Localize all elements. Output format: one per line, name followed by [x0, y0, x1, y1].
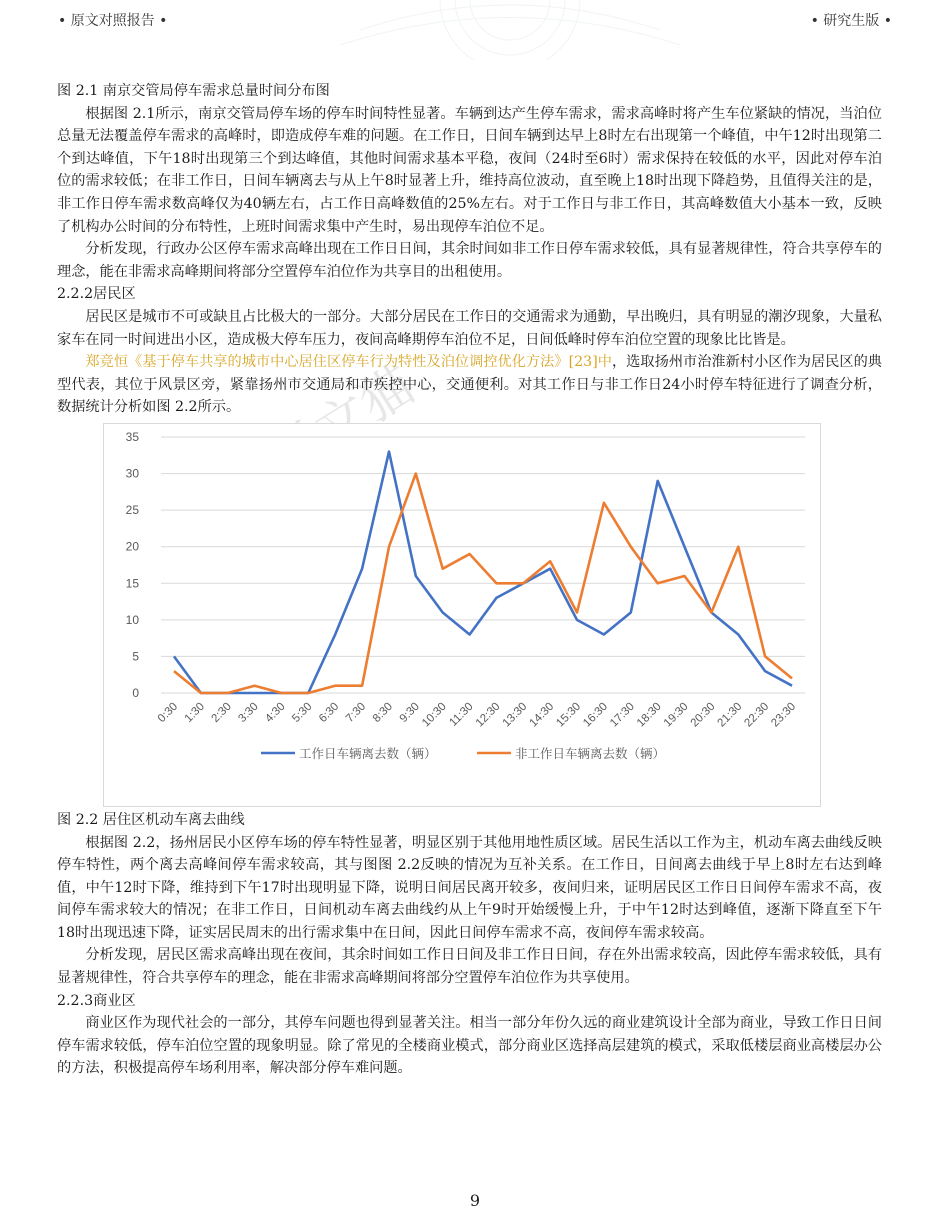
y-tick-label: 20 [125, 539, 139, 554]
document-body [57, 80, 882, 1080]
y-tick-label: 5 [132, 649, 139, 664]
x-tick-label: 10:30 [419, 700, 449, 730]
x-tick-label: 3:30 [236, 700, 261, 725]
x-tick-label: 5:30 [290, 700, 315, 725]
paragraph-text: ，选取扬州市治淮新村小区作为居民区的典型代表，其位于风景区旁，紧靠扬州市交通局和市疾控中心，交通便利。对其工作日与非工作日24小时停车特征进行了调查分析，数据统计分析如图 2.2所示。 [57, 354, 882, 416]
paragraph-citation [57, 351, 882, 419]
x-tick-label: 0:30 [155, 700, 181, 725]
paragraph: 居民区是城市不可或缺且占比极大的一部分。大部分居民在工作日的交通需求为通勤，早出晚归，具有明显的潮汐现象，大量私家车在同一时间进出小区，造成极大停车压力，夜间高峰期停车泊位不足，日间低峰时停车泊位空置的现象比比皆是。 [57, 308, 882, 348]
section-heading-2-2-2: 2.2.2居民区 [57, 286, 136, 303]
legend-label: 非工作日车辆离去数（辆） [515, 745, 666, 761]
x-tick-label: 12:30 [473, 700, 503, 730]
paragraph: 根据图 2.1所示，南京交管局停车场的停车时间特性显著。车辆到达产生停车需求，需求高峰时将产生车位紧缺的情况，当泊位总量无法覆盖停车需求的高峰时，即造成停车难的问题。在工作日，日间车辆到达早上8时左右出现第一个峰值，中午12时出现第二个到达峰值，下午18时出现第三个到达峰值，其他时间需求基本平稳，夜间（24时至6时）需求保持在较低的水平，因此对停车泊位的需求较低；在非工作日，日间车辆离去与从上午8时显著上升，维持高位波动，直至晚上18时出现下降趋势，且值得关注的是，非工作日停车需求数高峰仅为40辆左右，占工作日高峰数值的25%左右。对于工作日与非工作日，其高峰数值大小基本一致，反映了机构办公时间的分布特性，上班时间需求集中产生时，易出现停车泊位不足。 [57, 105, 882, 235]
figure-caption-2-1: 图 2.1 南京交管局停车需求总量时间分布图 [57, 83, 330, 99]
legend-label: 工作日车辆离去数（辆） [299, 745, 437, 761]
chart-container [57, 423, 882, 809]
figure-caption-2-2: 图 2.2 居住区机动车离去曲线 [57, 811, 245, 828]
y-tick-label: 10 [125, 612, 139, 627]
x-tick-label: 11:30 [447, 700, 476, 729]
paragraph: 分析发现，居民区需求高峰出现在夜间，其余时间如工作日日间及非工作日日间，存在外出需求较高，因此停车需求较低，具有显著规律性，符合共享停车的理念，能在非需求高峰期间将部分空置停车泊位作为共享使用。 [57, 947, 882, 987]
watermark: 学文猫 [260, 355, 425, 489]
paragraph: 根据图 2.2，扬州居民小区停车场的停车特性显著，明显区别于其他用地性质区域。居民生活以工作为主，机动车离去曲线反映停车特性，两个离去高峰间停车需求较高，其与图图 2.2反映的情况为互补关系。在工作日，日间离去曲线于早上8时左右达到峰值，中午12时下降，维持到下午17时出现明显下降，说明日间居民离开较多，夜间归来，证明居民区工作日日间停车需求不高，夜间停车需求较大的情况；在非工作日，日间机动车离去曲线约从上午9时开始缓慢上升，于中午12时达到峰值，逐渐下降直至下午18时出现迅速下降，证实居民周末的出行需求集中在日间，因此日间停车需求不高，夜间停车需求较高。 [57, 834, 882, 941]
section-heading-2-2-3: 2.2.3商业区 [57, 992, 136, 1009]
x-tick-label: 22:30 [742, 700, 772, 730]
x-tick-label: 23:30 [769, 700, 799, 730]
y-tick-label: 15 [125, 576, 139, 591]
x-tick-label: 21:30 [715, 700, 745, 730]
x-tick-label: 19:30 [661, 700, 691, 730]
y-tick-label: 0 [132, 685, 139, 700]
x-tick-label: 17:30 [608, 700, 637, 730]
page-number: 9 [469, 1191, 481, 1210]
x-tick-label: 7:30 [343, 700, 369, 725]
paragraph: 分析发现，行政办公区停车需求高峰出现在工作日日间，其余时间如非工作日停车需求较低，具有显著规律性，符合共享停车的理念，能在非需求高峰期间将部分空置停车泊位作为共享目的出租使用。 [57, 241, 882, 280]
x-tick-label: 9:30 [397, 700, 422, 725]
x-tick-label: 18:30 [634, 700, 664, 730]
x-tick-label: 14:30 [527, 700, 557, 730]
header-ornament [300, 0, 720, 60]
citation-reference: 郑竞恒《基于停车共享的城市中心居住区停车行为特性及泊位调控优化方法》[23]中 [85, 354, 612, 371]
y-tick-label: 25 [125, 503, 139, 518]
y-tick-label: 30 [125, 466, 139, 481]
x-tick-label: 1:30 [182, 700, 207, 725]
header-right: • 研究生版 • [810, 13, 892, 29]
x-tick-label: 2:30 [209, 700, 234, 725]
x-tick-label: 8:30 [370, 700, 396, 725]
x-tick-label: 15:30 [554, 700, 584, 730]
x-tick-label: 13:30 [500, 700, 530, 730]
x-tick-label: 20:30 [688, 700, 718, 730]
x-tick-label: 16:30 [581, 700, 611, 730]
x-tick-label: 4:30 [263, 700, 288, 725]
paragraph: 商业区作为现代社会的一部分，其停车问题也得到显著关注。相当一部分年份久远的商业建筑设计全部为商业，导致工作日日间停车需求较低，停车泊位空置的现象明显。除了常见的全楼商业模式，部分商业区选择高层建筑的模式，采取低楼层商业高楼层办公的方法，积极提高停车场利用率，解决部分停车难问题。 [57, 1015, 882, 1077]
y-tick-label: 35 [125, 429, 139, 444]
header-left: • 原文对照报告 • [58, 13, 168, 29]
line-chart [103, 423, 821, 807]
x-tick-label: 6:30 [317, 700, 342, 725]
